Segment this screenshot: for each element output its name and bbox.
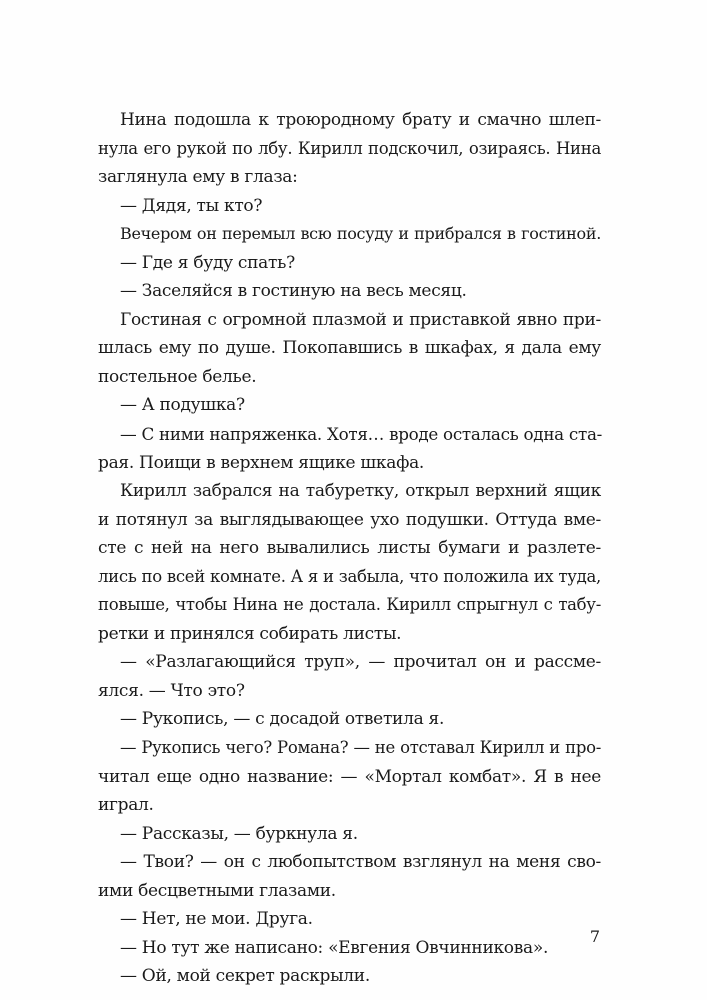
text-line: — Рукопись чего? Романа? — не отставал Кирилл и про- — [120, 738, 601, 758]
text-line: заглянула ему в глаза: — [98, 167, 298, 188]
text-line: — Заселяйся в гостиную на весь месяц. — [120, 281, 467, 302]
text-line: лись по всей комнате. А я и забыла, что положила их туда, — [98, 566, 601, 586]
text-line: ими бесцветными глазами. — [98, 880, 336, 901]
text-line: — Нет, не мои. Друга. — [120, 909, 313, 930]
text-line: ялся. — Что это? — [98, 680, 245, 701]
text-line: — «Разлагающийся труп», — прочитал он и рассме- — [120, 652, 601, 673]
text-line: — Рассказы, — буркнула я. — [120, 823, 358, 844]
text-line: — А подушка? — [120, 395, 245, 416]
text-line: — Ой, мой секрет раскрыли. — [120, 966, 370, 987]
text-line: читал еще одно название: — «Мортал комбат». Я в нее — [98, 766, 601, 787]
text-line: Нина подошла к троюродному брату и смачно шлеп- — [120, 110, 601, 130]
text-line: сте с ней на него вывалились листы бумаги и разлете- — [98, 538, 601, 559]
text-line: нула его рукой по лбу. Кирилл подскочил, озираясь. Нина — [98, 138, 601, 158]
text-line: рая. Поищи в верхнем ящике шкафа. — [98, 452, 425, 473]
text-line: Гостиная с огромной плазмой и приставкой явно при- — [120, 309, 601, 330]
page-number: 7 — [589, 927, 600, 946]
text-line: — Где я буду спать? — [120, 252, 295, 273]
text-line: постельное белье. — [98, 366, 257, 387]
text-line: Вечером он перемыл всю посуду и прибрался в гостиной. — [120, 224, 601, 244]
text-line: — Рукопись, — с досадой ответила я. — [120, 709, 445, 730]
text-line: — С ними напряженка. Хотя… вроде осталась одна ста- — [120, 424, 602, 445]
text-line: — Дядя, ты кто? — [120, 195, 263, 216]
text-line: играл. — [98, 795, 154, 816]
text-line: — Но тут же написано: «Евгения Овчинникова». — [120, 937, 549, 958]
text-line: шлась ему по душе. Покопавшись в шкафах, я дала ему — [98, 338, 601, 359]
text-line: — Твои? — он с любопытством взглянул на меня сво- — [120, 852, 601, 873]
page-text — [98, 106, 601, 991]
text-line: и потянул за выглядывающее ухо подушки. Оттуда вме- — [98, 509, 601, 530]
text-line: ретки и принялся собирать листы. — [98, 623, 402, 644]
text-line: Кирилл забрался на табуретку, открыл верхний ящик — [120, 481, 601, 502]
text-line: повыше, чтобы Нина не достала. Кирилл спрыгнул с табу- — [98, 595, 601, 615]
